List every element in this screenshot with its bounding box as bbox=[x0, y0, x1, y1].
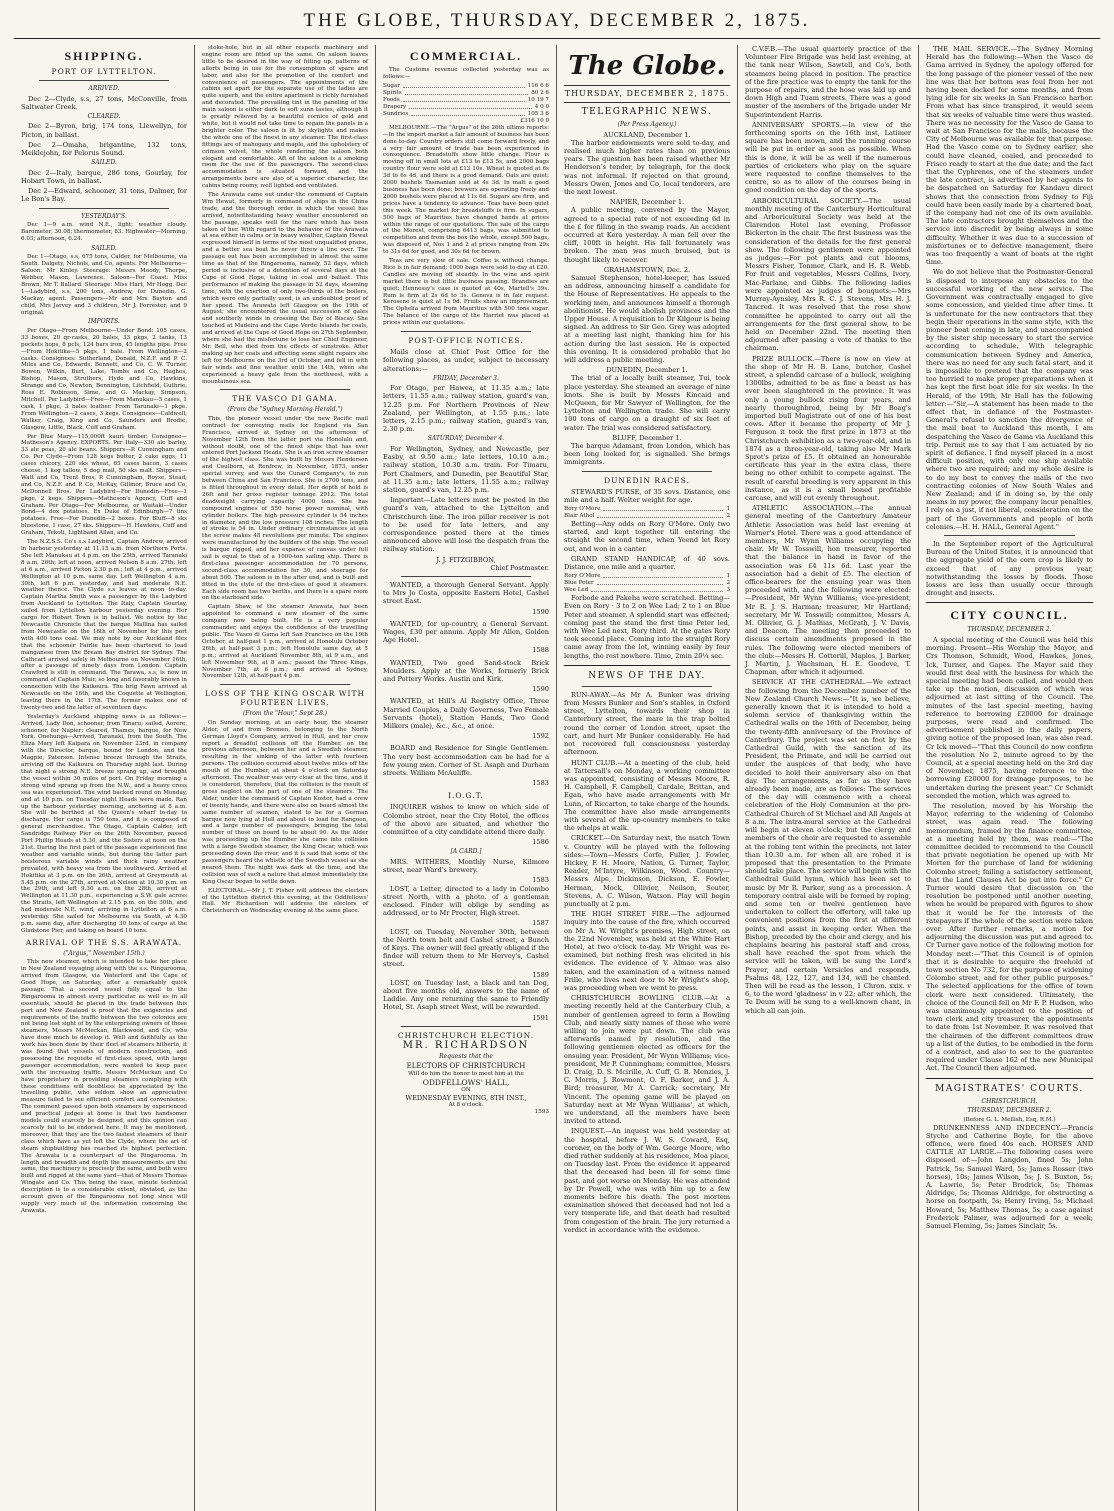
ad-text: WANTED, a thorough General Servant. Apply to Mrs Jo Costa, opposite Eastern Hotel, Cashel street East. bbox=[383, 580, 549, 606]
sailed-item: Dec 2—Italy, barque, 286 tons, Gourlay, for Hobart Town, in ballast. bbox=[21, 168, 187, 185]
race-result-row bbox=[564, 513, 730, 520]
column-1 bbox=[14, 45, 195, 1511]
divider bbox=[401, 1026, 531, 1027]
ad-number: 1587 bbox=[532, 919, 549, 928]
races-heading: DUNEDIN RACES. bbox=[604, 475, 690, 485]
customs-item: Spirits bbox=[383, 89, 402, 96]
race-position: 1 bbox=[726, 506, 730, 513]
oscar-source: (From the "Hour," Sept 28.) bbox=[242, 710, 328, 718]
council-text-2: The resolution, moved by his Worship the Mayor, referring to the widening of Colombo street, was again read. The following memorandum, framed by the finance committee, at a meeting held by them, was read:—"The committee decided to recommend to the Council that private negotiation be opened up with Mr Morten for the purchase of land for widening Colombo street; failing a satisfactory settlement, that the Land Clauses Act be put into force." Cr Turner would desire that discussion on the resolution be postponed until another meeting, when he would be prepared with figures to show that it would be for the interests of the ratepayers if the whole of the section were taken over. After further remarks, a motion for adjourning the discussion was put and agreed to. Cr Turner gave notice of the following motion for Monday next:—"That this Council is of opinion that it is desirable to acquire the freehold of town section No 732, for the purpose of widening Colombo street, and for other public purposes." The selected applications for the office of town clerk were next considered. Ultimately, the choice of the Council fell on Mr F. P. Hudson, who was unanimously appointed to the position of town clerk and city treasurer, the appointments to date from 1st November. It was resolved that the chairmen of the different committees draw up a list of the duties, to be embodied in the form of a contract, and also to see to the guarantee required under Clause 162 of the new Municipal Act. The Council then adjourned. bbox=[926, 801, 1093, 1073]
magistrates-text: DRUNKENNESS AND INDECENCY.—Francis Styche and Catherine Boyle, for the above offence, were fined 40s each. HORSES AND CATTLE AT LARGE.—The following cases were disposed of:—John Langdon, fined 5s; John Patrick, 5s; Samuel Ward, 5s; James Rosser (two horses), 10s; James Wilson, 5s; J. S. Buxton, 5s; A. Lawrie, 5s; Peter Brodrick, 5s; Thomas Aldridge, 5s; Thomas Aldridge, for obstructing a horse on footpath, 5s; Henry Irving, 5s; Michael Howard, 5s; Matthew Thomas, 5s; a case against Frederick Palmer, was adjourned for a week; Samuel Fleming, 5s; James Sinclair, 5s. bbox=[926, 1123, 1093, 1231]
customs-row bbox=[383, 90, 549, 97]
oscar-text: On Sunday morning, at an early hour, the steamer Alder, of and from Bremen, belonging to the North German Lloyd's Company, arrived in Hull, and her crew report a dreadful collision off the Humber, on the previous afternoon, between her and a Swedish steamer, resulting in the sinking of the latter with fourteen persons. The collision occurred about twelve miles off the mouth of the Humber, at about 4 o'clock on Saturday afternoon. The weather was very clear at the time, and it is considered, therefore, that the collision is the result of gross neglect on the part of one of the steamers. The Alder, under the command of Captain Koster, had a crew of twenty hands, and there were also on board almost the same number of seamen, stated to be for a German barque now lying at Hull and about to load for Rangoon, and a large number of passengers, bringing the total number of those on board to be about 90. As the Alder was proceeding up the Humber she came into collision with a large Swedish steamer, the King Oscar, which was proceeding down the river, and it is said that some of the passengers heard the whistle of the Swedish vessel as she neared them. The night was dark at the time, and the collision was of such a nature that almost immediately the King Oscar began to settle down. bbox=[202, 719, 368, 885]
race-position: 2 bbox=[726, 513, 730, 520]
iogt-heading: I.O.G.T. bbox=[448, 791, 484, 801]
customs-intro: The Customs revenue collected yesterday was as follows:— bbox=[383, 67, 549, 80]
postmaster-name: J. J. FITZGIBBON, bbox=[436, 555, 496, 564]
magistrates-sub: CHRISTCHURCH. bbox=[981, 1097, 1038, 1105]
election-heading: CHRISTCHURCH ELECTION. bbox=[397, 1030, 535, 1040]
shipping-heading: SHIPPING. bbox=[64, 49, 144, 63]
vasco-source: (From the "Sydney Morning Herald.") bbox=[227, 406, 343, 414]
election-on: ON bbox=[461, 1087, 471, 1094]
masthead bbox=[14, 10, 1100, 39]
news-item: RUN-AWAY.—As Mr A. Bunker was driving from Messrs Bunker and Son's stables, in Oxford street, Lyttelton, towards their shop in Canterbury street, the mare in the trap bolted round the corner of London street, upset the cart, and hurt Mr Bunker considerably. He had not recovered full consciousness yesterday afternoon. bbox=[564, 690, 730, 757]
customs-amount: 116 6 6 bbox=[527, 82, 549, 89]
ad-text: BOARD and Residence for Single Gentlemen. The very best accommodation can be had for a few young men. Corner of St. Asaph and Durham streets. William McAuliffe. bbox=[383, 744, 549, 778]
card-heading: [A CARD.] bbox=[450, 848, 482, 856]
divider bbox=[926, 1078, 1093, 1079]
customs-row bbox=[383, 104, 549, 111]
saturday-heading: SATURDAY, December 4. bbox=[427, 435, 505, 443]
mail-service-text: THE MAIL SERVICE.—The Sydney Morning Herald has the following:—When the Vasco de Gama arrived in Sydney, the apology offered for the long passage of the pioneer vessel of the new line was that her bottom was foul from her not having been docked for some months, and from lying idle for six weeks in San Francisco harbor. From what has since transpired, it would seem that six weeks of valuable time were thus wasted. There was no necessity for the Vasco de Gama to wait at San Francisco for the mails, because the City of Melbourne was available for that purpose. Had the Vasco come on to Sydney earlier, she could have cleaned, coaled, and proceeded to Frisco ready to start at the due date; and the fact that the Cyphrenes, one of the steamers under the late contract, is advertised by her agents to be despatched on Saturday for Kandavu direct shows that the connection from Sydney to Fiji could have been easily made by a chartered boat, if the company had not one of its own available. The late contractors brought themselves and the service into discredit by being always in some difficulty. Whether it was due to a succession of misfortunes or to defective management, there was too frequently a want of boats at the right time. bbox=[926, 45, 1093, 267]
dispatch-heading: DUNEDIN, December 1. bbox=[606, 366, 688, 375]
dispatch-text: Samuel Stephenson, hotel-keeper, has issued an address, announcing himself a candidate for the House of Representatives. He appeals to the working men, and announces himself a thorough abolitionist. He would abolish provinces and the Upper House. A requisition to Dr Kilgour is being signed. An address to Sir Geo. Grey was adopted at a meeting last night, thanking him for his action during the last session. He is expected this evening. It is considered probable that he will address a public meeting. bbox=[564, 273, 731, 364]
customs-item: Drapery bbox=[383, 103, 407, 110]
race-position: 2 bbox=[726, 580, 730, 587]
divider bbox=[582, 686, 712, 687]
friday-text: For Otago, per Hawea, at 11.35 a.m.; late letters, 11.55 a.m.; railway station, guard's van, 12.25 p.m. For Northern Provinces of New Zealand, per Wellington, at 1.55 p.m.; late letters, 2.15 p.m.; railway station, guard's van, 2.30 p.m. bbox=[383, 384, 549, 434]
classified-ad bbox=[383, 697, 549, 740]
dispatch-heading: NAPIER, December 1. bbox=[609, 198, 685, 207]
ad-number: 1593 bbox=[534, 1108, 549, 1115]
dispatch-text: The harbor endowments were sold to-day, and realised much higher rates than on previous years. The question has been raised whether Mr Henderson's tender, by telegraph, for the dock was not informal. If rejected on that ground, Messrs Owen, Jones and Co, local tenderers, are the next lowest. bbox=[564, 138, 730, 196]
news-item: ARBORICULTURAL SOCIETY.—The usual monthly meeting of the Canterbury Horticultural and Arboricultural Society was held at the Clarendon Hotel last evening, Professor Bickerton in the chair. The first business was the consideration of the details for the first general show. The following gentlemen were appointed as judges:—For pot plants and cut blooms, Messrs Fisher, Tonmer, Clark, and H. R. Webb. For fruit and vegetables, Messrs Collins, Ivory, Mac-Farlane, and Gibbs. The following ladies were appointed as judges of bouquets:—Mrs Murray-Aynsley, Mrs R. C. J. Stevens, Mrs H. J. Tancred. It was resolved that the rose show committee be appointed to carry out all the arrangements for the first general show, to be held on December 22nd. The meeting then adjourned after passing a vote of thanks to the chairman. bbox=[745, 196, 911, 353]
agriculture-text: In the September report of the Agricultural Bureau of the United States, it is announced that the aggregate yield of the corn crop is likely to exceed that of any previous year, notwithstanding the losses by floods. Those losses are less than usually occur through drought and insects. bbox=[926, 539, 1093, 598]
shipping-news-text-2: Yesterday's Auckland shipping news is as follows:—Arrived, Lady Don, schooner, from Tinaru; sailed, Aorere, schooner, for Napier; cleared, Thames, barque, for New York. Onehunga—Arrived, Taranaki, from the South. The Eliza Mary left Kaipara on November 23rd, in company with the Director, barque, bound for London, and the Magpie, Paterson. Intense breeze through the Straits, arriving off the Kaikoura on Thursday night last. During that night a strong N.E. breeze sprang up, and brought the vessel within 30 miles of port. On Friday morning a strong wind sprang up from the N.W., and a heavy cross sea was experienced. The wind backed round on Monday, and at 10 p.m. on Tuesday night Heads were made. Ran up the harbour yesterday morning, anchoring at 8 a.m. She will be berthed at the Queen's wharf to-day to discharge. Her cargo is 750 tons, and it is composed of general merchandise. The Otago, Captain Calder, left Sandridge Railway Pier on the 26th November, passed Port Phillip Heads at 5.30, and the Sisters at noon on the 21st. During the first part of the passage experienced fine weather and variable winds, but during the latter part boisterous variable winds and thick rainy weather prevailed, with heavy sea from the southward. Arrived at Hokitika at 3 p.m. on the 26th, arrived at Greymouth at 5.45 p.m. on the 27th, arrived at Nelson at 10.30 p.m. on the 29th, and left 9.30 a.m. on the 28th, arrived at Wellington at 11.30 p.m., experiencing a S.W. gale across the Straits, left Wellington at 2.15 p.m. on the 30th, and had moderate N.E. wind, arriving in Lyttelton at 6 a.m. yesterday. She sailed for Melbourne via South, at 4.30 p.m. same day, after discharging 30 tons of cargo at the Gladstone Pier, and taking on board 10 tons. bbox=[21, 713, 187, 934]
council-heading: CITY COUNCIL. bbox=[950, 608, 1069, 623]
election-candidate: MR. RICHARDSON bbox=[402, 1039, 530, 1051]
customs-amount: 4 0 0 bbox=[534, 103, 549, 110]
post-note: Important—Late letters must be posted in the guard's van, attached to the Lyttelton and Christchurch line. The iron pillar receiver is not to be used for late letters, and any correspondence posted there at the times announced above will lose the despatch from the railway station. bbox=[383, 496, 549, 554]
ad-text: WANTED, at Hill's Al Registry Office, Three Married Couples, a Daily Governess, Two Female Servants (hotel), Station Hands, Two Good Milkers (male), &c., &c., at once. bbox=[383, 697, 549, 731]
race-horse: Wee Led bbox=[564, 587, 589, 594]
customs-row bbox=[383, 111, 549, 118]
post-intro: Mails close at Chief Post Office for the following places, as under, subject to necessary alterations:— bbox=[383, 348, 549, 373]
election-requests: Requests that the bbox=[439, 1052, 493, 1060]
dispatch-text: A public meeting, convened by the Mayor, agreed to a special rate of not exceeding 6d in the £ for filling in the swamp roads. An accident occurred at Kera yesterday. A man fell over the cliff, 100ft in height. His fall fortunately was broken. The man was much bruised, but is thought likely to recover. bbox=[564, 206, 730, 264]
dispatch-heading: GRAHAMSTOWN, Dec. 2. bbox=[603, 265, 691, 274]
race-horse: Blair Athol bbox=[564, 513, 595, 520]
news-item: THE HIGH STREET FIRE.—The adjourned inquiry into the cause of the fire, which occurred on Mr A. W. Wright's premises, High street, on the 22nd November, was held at the White Hart Hotel, at two o'clock to-day. Mr Wright was re-examined, but nothing fresh was elicited in his evidence. The evidence of V. Almao was also taken, and the examination of a witness named Frille, who lives next door to Mr Wright's shop, was proceeding when we went to press. bbox=[564, 910, 730, 992]
ad-number: 1588 bbox=[532, 646, 549, 655]
news-item: C.V.F.B.—The usual quarterly practice of the Volunteer Fire Brigade was held last evening, at the tank near Wilson, Sawtell, and Co's, both steamers being placed in position. The practice of the fire practice was to empty the tank for the purpose of repairs, and the hose was laid up and down High and Tuam streets. There was a good muster of the members of the brigade under Mr Superintendent Harris. bbox=[745, 45, 911, 119]
race-horse: Blue Peter bbox=[564, 580, 594, 587]
race-position: 3 bbox=[726, 587, 730, 594]
election-hall: ODDFELLOWS' HALL, bbox=[422, 1078, 510, 1088]
ad-text: WANTED, for up-country, a General Servant. Wages, £30 per annum. Apply Mr Allen, Golden Age Hotel. bbox=[383, 619, 549, 645]
news-item: INQUEST.—An inquest was held yesterday at the hospital, before J. W. S. Coward, Esq, coroner, on the body of Wm. George Moore, who died rather suddenly at his residence, Moa place, on Tuesday last. From the evidence it appeared that the deceased had been ill for some time past, and got worse on Monday. He was attended by Dr Powell, who was with him up to a few moments before his death. The post mortem examination showed that deceased had not led a very temperate life, and that death had resulted from congestion of the brain. The jury returned a verdict in accordance with the evidence. bbox=[564, 1127, 730, 1234]
post-heading: POST-OFFICE NOTICES. bbox=[408, 336, 524, 346]
race-result-row bbox=[564, 506, 730, 513]
yesterday-text: Dec 1—9 a.m. wind N.E., light; weather cloudy. Barometer, 30.08; thermometer, 83. Highwater—Morning, 6.03; afternoon, 6.24. bbox=[21, 222, 187, 242]
race-result-row bbox=[564, 580, 730, 587]
ad-number: 1592 bbox=[532, 732, 549, 741]
customs-total-row bbox=[383, 118, 549, 125]
divider bbox=[564, 665, 730, 666]
divider bbox=[401, 331, 531, 332]
melbourne-text-2: Teas are very slow of sale. Coffee is without change. Rice is in fair demand; 1000 bags were sold to-day at £20. Candles are moving off steadily. In the wine and spirit market there is but little business passing. Brandies are quiet; Hennessy's case is quoted at 40s, Martell's 39s. Rum is firm at 2s 6d to 3s. Geneva is in fair request. Kerosene is quiet at 1s 9d. Fruits show an improvement. The Ophelia arrived from Mauritius with 500 tons sugar. The balance of the cargo of the Harriet was placed at prices within our quotations. bbox=[383, 258, 549, 327]
mail-service-text-2: We do not believe that the Postmaster-General is disposed to interpose any obstacles to the successful working of the new service. The Government was contractually engaged to give some concession, and yielded time after time. It is unfortunate for the new contractors that they begin their operations in the same style, with the pioneer boat coming in late, and unaccompanied by the sister ship necessary to start the service according to schedule. With telegraphic communication between Sydney and America, there was no need for any such fatal start, and it is impossible to pretend that the company was too hurried to make proper preparations when it has kept the first boat idle for six weeks. In the Herald, of the 19th, Mr Hall has the following letter:—"Sir,—A statement has been made to the effect that, in defiance of the Postmaster-General's refusal to sanction the divergence of the mail boat to Auckland this month, I am despatching the Vasco de Gama via Auckland this trip. Permit me to say that I am actuated by no spirit of defiance. I find myself placed in a most difficult position, with only one ship available where two are required; and my whole desire is to do my best to convey the mails of the two contracting colonies of New South Wales and New Zealand; and if in doing so, by the only means in my power, the company incur penalties, I rely on a just, if not liberal, consideration on the part of the Governments and people of both colonies.—H. H. HALL, General Agent." bbox=[926, 268, 1093, 531]
races-text-2: Forbode and Pakeha were scratched. Betting—Even on Rory · 3 to 2 on Wee Lad; 2 to 1 on Blue Peter and steamer. A splendid start was effected; coming past the stand the first time Peter led, with Wee Led next, Rory third. At the gates Rory took second place. Coming into the straight Rory came away from the lot, winning easily by four lengths, the rest nowhere. Time, 2min 20¼ sec. bbox=[564, 594, 730, 660]
arrival-heading: ARRIVAL OF THE S.S. ARAWATA. bbox=[25, 937, 183, 947]
customs-row bbox=[383, 83, 549, 90]
news-item: ATHLETIC ASSOCIATION.—The annual general meeting of the Canterbury Amateur Athletic Association was held last evening at Warner's Hotel. There was a good attendance of members, Mr Wynn Williams occupying the chair. Mr W. Tosswill, hon treasurer, reported that the balance in hand in favor of the association was £4 11s 6d. Last year the association had a debit of £5. The election of office-bearers for the ensuing year was then proceeded with, and the following were elected:—President, Mr Wynn Williams; vice-president, Mr R. J. S. Harman; treasurer, Mr Hartland; secretary, Mr W. Tosswill; committee, Messrs A. M. Ollivier, G. J. Mathias, McGrath, J. V. Davis, and Deacon. The meeting then proceeded to discuss certain amendments proposed in the rules. The following were elected members of the club:—Messrs H. Cotterill, Maples, J. Barker, J. Martin, J. Wachsman, H. E. Goodeve, T. Chapman, after which it adjourned. bbox=[745, 504, 911, 677]
imports-text: Per Otago—From Melbourne—Under Bond: 105 cases, 33 boxes, 20 qr-casks, 20 bales, 33 pkgs, 2 tanks, 13 pockets hops, 8 pcls, 124 bars iron, 45 lengths pipe. Free—From Hokitika—5 pkgs, 1 bale. From Wellington—2 casks. Consignees: Sutherland, Donald, N.Z.F. and P. C. Miles and Co, Edwards, Bennett, and Co, C. W. Turner, Bowen, Wilkin, Burt, Lake, Tombs and Co, Hughes, Bishop, Mason, Struthers, Hyde and Co, Hawkins, Strange and Co, Newton, Bennington, Litchfield, Guthrie, Ross E. Robinson, Sime, and G. Mackay, Simpson, Mitchell. Per Ladybird—Free—From Manukau—5 cases, 1 cask, 1 pkge, 3 bales leather. From Tarunaki—1 pkge. From Wellington—2 cases, 3 kegs. Consignees—Caldwell, Walker, Craig, King and Co, Saunders and Brodie, Glasgow, Little, Black, Cuff and Graham. bbox=[21, 327, 187, 431]
news-item: ANNIVERSARY SPORTS.—In view of the forthcoming sports on the 16th inst, Latimer square has been mown, and the running course will be put in order as soon as possible. When this is done, it will be as well if the numerous parties of cricketers who play on the square were requested to confine themselves to the centre, so as to allow of the courses being in good condition on the day of the sports. bbox=[745, 120, 911, 195]
sailed-heading: SAILED. bbox=[91, 159, 117, 167]
customs-row bbox=[383, 97, 549, 104]
ad-number: 1591 bbox=[532, 1013, 549, 1022]
election-time: At 8 o'clock. bbox=[448, 1102, 484, 1109]
divider bbox=[220, 389, 350, 390]
race-horse: Rory O'More bbox=[564, 506, 601, 513]
arrawata-text-2: The Arawata came out under the command of Captain Wm Hewat, formerly in command of ships in the China trade, and the thorough order in which the vessel has arrived, notwithstanding heavy weather encountered on the passage, speaks well for the care which has been taken of her. With regard to the behavior of the Arawata at sea either in calms or in heavy weather, Captain Hewat expressed himself in terms of the most unqualified praise, and a better sea boat he never threw a line over. The passage out has been accomplished in almost the same time as that of the Ringarooma, namely, 52 days, which period is inclusive of a detention of several days at the Cape of Good Hope, taking in coal and ballast. This performance of making the passage in 52 days, steaming time, with the exertion of only two-thirds of the boilers, which were only partially used, is an undoubted proof of her speed. The Arawata left Glasgow on the 19th of August; she encountered the usual succession of gales and southerly winds in crossing the Bay of Biscay. She touched at Madeira and the Cape Verde Islands for coals, and arrived at the Cape of Good Hope on 27th September, where she had the misfortune to lose her Chief Engineer, Mr. Bell, who died from the effects of sunstroke. After making up her coals and effecting some slight repairs she left for Melbourne on the 3rd of October, and fell in with fair winds and fine weather until the 14th, when she experienced a heavy gale from the northwest, with a mountainous sea. bbox=[202, 192, 368, 385]
dispatch-text: The trial of a locally built steamer, Tui, took place yesterday. She steamed an average of nine knots. She is built by Messrs Kincaid and McQueen, for Mr Sawyer of Wellington, for the Lyttelton and Wellington trade. She will carry 100 tons of cargo on a draught of six feet of water. The trial was considered satisfactory. bbox=[564, 374, 730, 432]
sailed2-heading: SAILED. bbox=[91, 244, 117, 252]
magistrates-heading: MAGISTRATES' COURTS. bbox=[935, 1083, 1084, 1094]
dispatch-heading: AUCKLAND, December 1. bbox=[603, 130, 691, 139]
shipping-news-text: The N.Z.S.S. Co's s.s Ladybird, Captain Andrew, arrived in harbour yesterday at 11.15 a.m. from Northern Ports. She left Manukau at 4 p.m. on the 25th, arrived Taranaki 8 a.m. 26th; left at noon, arrived Nelson 8 a.m. 27th; left at 6 a.m., arrived Picton 2.30 p.m.; left at 4 p.m., arrived Wellington at 10 p.m. same day. Left Wellington 4 a.m. 30th, left 6 p.m. yesterday, and had moderate N.E. weather thence. The Clyde s.s leaves at noon to-day. Captain Martha Smith was a passenger by the Ladybird from Auckland to Lyttelton. The Italy, Captain Gourlay, sailed from Lyttelton harbour yesterday evening. Her cargo for Hobart Town is in ballast. We notice by the Newcastle Chronicle that the barque Mallina has sailed from Newcastle on the 16th of November for this port with 400 tons coal. We may note by our Auckland files that the schooner Fairlie has been chartered to load manganese from the Bream Bay district for Sydney. The Cathcart arrived safely in Melbourne on November 16th, after a passage of ninety days from London. Captain Crawford is still in command. The Tarawa, s.s, is now in command of Captain Muir, so long and favorably known in connection with the Kaikoura. The brig Fawn arrived at Newcastle on the 16th, and the Coquette at Wellington, leaving there in the 17th. The former makes one of twenty-two and the latter of seventeen days. bbox=[21, 539, 187, 711]
customs-table bbox=[383, 83, 549, 125]
press-agency: (Per Press Agency.) bbox=[617, 121, 677, 128]
election-electors: ELECTORS OF CHRISTCHURCH bbox=[406, 1062, 526, 1071]
divider bbox=[926, 602, 1093, 603]
races-grand: GRAND STAND HANDICAP, of 40 sovs. Distance, one mile and a quarter. bbox=[564, 554, 730, 572]
sailed-item: Dec 2—Edward, schooner, 31 tons, Dalmer, for Le Bon's Bay. bbox=[21, 187, 187, 204]
magistrates-date: THURSDAY, DECEMBER 2. bbox=[967, 1107, 1052, 1115]
election-date: WEDNESDAY EVENING, 8TH INST., bbox=[405, 1094, 527, 1103]
cleared-heading: CLEARED. bbox=[87, 112, 121, 120]
dateline: THURSDAY, DECEMBER 2, 1875. bbox=[564, 85, 730, 103]
divider bbox=[401, 576, 531, 577]
iogt-text: INQUIRER wishes to know on which side of Colombo street, near the City Hotel, the offices of the above are situated, and whether the committee of a city candidate attend there daily. bbox=[383, 803, 549, 837]
masthead-title: THE GLOBE, THURSDAY, DECEMBER 2, 1875. bbox=[303, 10, 811, 31]
column-6 bbox=[919, 45, 1100, 1511]
news-item: CRICKET.—On Saturday next, the match Town v. Country will be played with the following sides:—Town—Messrs Corfe, Fuller, J. Fowler, Hickey, F. H. Moore, Nation, G. Turner, Taylor, Reader, M'Intyre, Wilkinson, Wood. Country—Messrs Alpe, Dickinson, Dickson, E. Fowler, Herman, Mock, Ollivier, Neilson, Souter, Stevens, A. C. Wilson, Watson. Play will begin punctually at 2 p.m. bbox=[564, 834, 730, 908]
ad-number: 1583 bbox=[532, 876, 549, 885]
dispatch-heading: BLUFF, December 1. bbox=[612, 433, 682, 442]
council-date: THURSDAY, DECEMBER 2. bbox=[967, 626, 1052, 634]
arrived-text: Dec 2—Clyde, s.s, 27 tons, McConville, from Saltwater Creek. bbox=[21, 94, 187, 111]
sailed2-text: Dec 1—Otago, s.s, 675 tons, Calder, for Melbourne, via South. Dalgety, Nichols, and Co, agents. For Melbourne—Saloon: Mr Kinley. Steerage: Messrs Moody, Thorpe, Webber, Mason, Lawrence. Saloon—For Coast: Miss Brown, Mr T. Ballard. Steerage: Miss Hart, Mr Hogg. Dec 1—Ladybird, s.s, 200 tons, Andrew, for Dunedin. G. Mackay, agent. Passengers—Mr and Mrs Bayton and child, Mrs Jarvey and 3 children, Mr J. Forrester, and 9 original. bbox=[21, 254, 187, 316]
yesterday-heading: YESTERDAY'S. bbox=[81, 212, 127, 220]
arrawata-text: stoke-hole, but in all other respects machinery and engine room are fitted up the same. On saloon leaves little to be desired in the way of fitting up, patterns of allorts being in use for the consumption of spare and labor, and also for the promotion of the comfort and convenience of passengers. The appointments of the cabins set apart for the separate use of the ladies are quite superb, and the entire apartment is richly furnished and decorated. The prevailing tint in the paneling of the main saloon is either dark to soft sunn tastes, although it is greatly relieved by a beautiful cornice of gold and white, but it would not take time to regain the panels in a brighter color. The saloon is lit by skylights and makes the whole one of the finest in any steamer. The first-class fittings are of mahogany and maple, and the upholstery of crimson velvet, the whole rendering the saloon both elegant and comfortable. Aft of the saloon is a smoking room for the use of the passengers. The second-class accommodation is situated forward, and the arrangements here are also of a superior character, the cabins being roomy, well lighted and ventilated. bbox=[202, 45, 368, 190]
divider bbox=[220, 684, 350, 685]
classified-ad bbox=[383, 581, 549, 616]
ad-number: 1590 bbox=[532, 685, 549, 694]
friday-heading: FRIDAY, December 3. bbox=[433, 374, 499, 382]
races-text: Betting—Any odds on Rory O'More. Only two started, and kept together till entering the straight the second time, when Yeend let Rory out, and won in a canter. bbox=[564, 520, 730, 553]
newspaper-logo: The Globe. bbox=[568, 51, 726, 81]
column-4 bbox=[557, 45, 738, 1511]
classified-ad bbox=[383, 744, 549, 787]
customs-total: £316 10 0 bbox=[520, 117, 549, 124]
dispatch-text: The barque Adamant, from London, which has been long looked for, is signalled. She brings immigrants. bbox=[564, 442, 730, 467]
customs-amount: 80 2 6 bbox=[531, 89, 549, 96]
card-text: MRS. WITHERS, Monthly Nurse, Kilmore street, near Ward's brewery. bbox=[383, 857, 549, 875]
arrival-source: ("Argus," November 15th.) bbox=[63, 949, 145, 957]
ad-number: 1589 bbox=[532, 970, 549, 979]
classified-ad bbox=[383, 620, 549, 655]
lost-ad: LOST, a Letter, directed to a lady in Colombo street North, with a photo. of a gentleman enclosed. Finder will oblige by sending as addressed, or to Mr Procter, High street. bbox=[383, 884, 549, 918]
council-text: A special meeting of the Council was held this morning. Present—His Worship the Mayor, and Crs Thomson, Schmidt, Wood, Hawkes, Jones, Ick, Turner, and Gapes. The Mayor said they would first deal with the business for which the special meeting had been called, and would then take up the motion, discussion of which was adjourned at last sitting of the Council. The minutes of the last special meeting, having reference to borrowing £20000 for drainage purposes, were read and confirmed. The advertisement published in the daily papers, giving notice of the proposed loan, was also read. Cr Ick moved—"That this Council do now confirm the resolution No 2, minute agreed to by the Council, at a special meeting held on the 3rd day of November, 1875, having reference to the borrowing £20000 for drainage purposes, to be undertaken during the present year." Cr Schmidt seconded the motion, which was agreed to. bbox=[926, 635, 1093, 800]
race-result-row bbox=[564, 587, 730, 594]
customs-item: Foods bbox=[383, 96, 400, 103]
saturday-text: For Wellington, Sydney, and Newcastle, per Easby, at 9.50 a.m.; late letters, 10.10 a.m.; railway station, 10.30 a.m. train. For Timaru, Port Chalmers, and Dunedin, per Beautiful Star, at 11.35 a.m.; late letters, 11.55 a.m.; railway station, guard's van, 12.25 p.m. bbox=[383, 444, 549, 494]
divider bbox=[39, 208, 169, 209]
imports-heading: IMPORTS. bbox=[88, 318, 120, 326]
customs-amount: 105 3 6 bbox=[527, 110, 549, 117]
port-heading: PORT OF LYTTELTON. bbox=[51, 67, 157, 76]
oscar-heading: LOSS OF THE KING OSCAR WITH FOURTEEN LIVES. bbox=[205, 689, 365, 708]
cleared-item: Dec 2—Byron, brig, 174 tons, Llewellyn, for Picton, in ballast. bbox=[21, 122, 187, 139]
news-item: PRIZE BULLOCK.—There is now on view at the shop of Mr H. B. Lane, butcher, Cashel street, a splendid carcase of a bullock, weighing 1300lbs, admitted to be as fine a beast as has ever been slaughtered in the province. It was only a young bullock rising four years, and nearly thoroughbred, being by Mr Boag's imported bull Magistrate out of one of his best cows. After it became the property of Mr J. Ferguson it took the first prize in 1873 at the Christchurch exhibition as a two-year-old, and in 1874 as a three-year-old, taking also Mr Mark Sprot's prize of £5. It obtained an honourable certificate this year in the extra class, there being no other exhibit to compete against. The result of careful breeding is very apparent in this instance, as it is a small boned profitable carcase, and will cut evenly throughout. bbox=[745, 354, 911, 502]
electoral-text: ELECTORAL.—Mr J. T. Fisher will address the electors of the Lyttelton district this evening, at the Oddfellows' Hall. Mr Richardson will address the electors of Christchurch on Wednesday evening at the same place. bbox=[202, 887, 368, 915]
divider bbox=[944, 535, 1075, 536]
lost-ad: LOST, on Tuesday, November 30th, between the North town belt and Cashel street, a Bunch of Keys. The owner will feel greatly obliged if the finder will return them to Mr Hervey's, Cashel street. bbox=[383, 927, 549, 969]
races-intro: STEWARD'S PURSE, of 35 sovs. Distance, one mile and a half. Welter weight for age. bbox=[564, 487, 730, 504]
columns bbox=[14, 45, 1100, 1511]
customs-item: Sundries bbox=[383, 110, 409, 117]
arrival-text: This new steamer, which is intended to take her place in New Zealand voyaging along with the s.s. Ringarooma, arrived from Glasgow, via Waterford and the Cape of Good Hope, on Saturday, after a remarkably quick passage. That a second vessel fully equal to the Ringarooma in almost every particular as well as in all essentials, should be placed in the trade between this port and New Zealand is proof that the exigencies and requirements of the traffic between the two colonies are not being lost sight of by the enterprising owners of those steamers, Messrs McMeckan, Blackwood, and Co, who have done much to develop it. Well and faithfully as the work has been done by their fleet of steamers hitherto, it was found that vessels of modern construction, and possessing the requisite of first-class speed, with large passenger accommodation, were wanted to keep pace with the increasing traffic. Messrs McMeckan and Co have proprietary in providing steamers complying with these conditions will doubtless be appreciated by the travelling public, who seldom show an appreciative measure failed to see efficient comfort and convenience. The comment passed upon both steamers by experienced and practical judges at home is that two handsomer models could scarcely be designed, and this opinion can scarcely fail to be endorsed here. It may be mentioned, moreover, that they are the two fastest steamers of their class which have as yet left the Clyde, where the art of steam shipbuilding has reached its highest perfection. The Arawata is a counterpart of the Ringarooma. In length and breadth and depth the measurements are the same, the machinery is precisely the same, and both were built and rigged at the same yard—that of Messrs Thomas Wingate and Co. This being the case, minute technical description is to a considerable extent, obviated, as the account given of the Ringarooma not long since will supply very much of the information concerning the Arawata. bbox=[21, 959, 187, 1214]
ad-number: 1586 bbox=[532, 838, 549, 847]
ad-number: 1583 bbox=[532, 779, 549, 788]
column-5 bbox=[738, 45, 919, 1511]
news-item: HUNT CLUB.—At a meeting of the club, held at Tattersall's on Monday, a working committee was appointed, consisting of Messrs Moore, R. H. Campbell, F. Campbell, Cardale, Brittan, and Egan, who have made arrangements with Mr Lunn, of Riccarton, to take charge of the hounds. The committee have also made arrangements with several of the up-country members to take the whelps at walk. bbox=[564, 758, 730, 833]
divider bbox=[39, 80, 169, 81]
postmaster-title: Chief Postmaster. bbox=[490, 563, 549, 572]
race-horse: Rory O'More bbox=[564, 573, 601, 580]
ad-text: WANTED, Two good Sand-stock Brick Moulders. Apply at the Works, formerly Brick and Pottery Works. Austin and Kirk. bbox=[383, 658, 549, 683]
news-item: CHRISTCHURCH BOWLING CLUB.—At a meeting recently held at the Canterbury Club, a number of gentlemen agreed to form a Bowling Club, and nearly sixty names of those who were willing to join were put down. The club was afterwards named by resolution, and the following gentlemen elected as officers for the ensuing year. President, Mr Wynn Williams; vice-president, Mr P. Cunningham; committee, Messrs D. Craig, D. S. Mcirille, A. Cuff, G. B. Menzies, J. C. Morris, J. Rowmont, O. F. Barker, and J. A. Bird; treasurer, Mr A. Carrick; secretary, Mr Vincent. The opening game will be played on Saturday next at Mr Wynn Williams', at which, we understand, all the members have been invited to attend. bbox=[564, 994, 730, 1126]
column-2 bbox=[195, 45, 376, 1511]
commercial-heading: COMMERCIAL. bbox=[409, 49, 523, 63]
imports-text-2: Per Blue Mary—115,000ft kauri timber. Consignee—Matheson's Agency. EXPORTS. Per Italy—330 ale barley, 33 ale peas, 20 ale beans. Shippers—P. Cunningham and Co. Per Clyde—From 128 kegs butter, 2 cake eggs, 11 cases chicory, 220 sks wheat, 65 cases bacon, 3 cases cheese, 1 keg tallow, 5 dog mail, 50 sks malt. Shippers—Watt and Co, Trent Bros, P. Cunningham, Royse, Stead, and Co, N.Z.F. and P. Co, McKay, Gillmor, Bruce and Co, McDonnell Bros. Per Ladybird—For Dunedin—Free—1 pkge, 2 kegs. Shippers—Matheson's Agency, Cuff and Graham. Per Otago—For Melbourne, or Waitaki—Under Bond—4 dox potatoes. Ex Duke of Edinburgh—7 tins potatoes. Free—For Dunedin—2 boxes. For Bluff—8 sks bluestone, 1 case, 27 sks. Shippers—H. Hawkins, Cuff and Graham, Tekoti, Lightband Allan, and Co. bbox=[21, 433, 187, 537]
column-3 bbox=[376, 45, 557, 1511]
melbourne-text: MELBOURNE.—The "Argus" of the 26th ultimo reports:—In the import market a fair amount of business has been done to-day. Country orders still come forward freely, and a very fair amount of trade has been experienced in consequence. Breadstuffs show little change. Flour is moving off in small lots at £13 to £13 5s, and 2000 bags country flour were sold at £13 10s. Wheat is quoted at 6s 3d to 6s 4d, and there is a good demand. Oats are quiet; 2000 bushels Tasmanian sold at 4s 3d. In malt a good business has been done; brewers are operating freely and 2000 bushels were placed at 11s 6d. Sugars are firm, and prices have a tendency to advance. Teas have been quiet this week. The market for breadstuffs is firm. In sugars, 500 bags of Mauritius have changed hands at prices within the range of our quotations. The sale of the cargo of the Morest, comprising 6413 bags, was submitted to competition and from the box the whole, except 500 bags, was disposed of, Nos 1 and 2 at prices ranging from 29s to 31s 6d for good, and 30s 6d for brown. bbox=[383, 124, 549, 256]
magistrates-before: (Before G. L. Mellish, Esq, R.M.) bbox=[963, 1116, 1056, 1123]
vasco-text-2: Captain Shaw, of the steamer Arawata, has been appointed to command a new steamer of the same company now being built. He is a very popular commander, and enjoys the confidence of the travelling public. The Vasco di Gama left San Francisco on the 19th October, at half-past 1 p.m., arrived at Honolulu October 26th, at half-past 3 p.m.; left Honolulu same day, at 5 p.m.; arrived at Auckland November 8th, at 9 a.m., and left November 9th, at 8 a.m.; passed the Three Kings, November 7th, at 6 p.m.; and arrived at Sydney, November 12th, at half-past 4 p.m. bbox=[202, 604, 368, 680]
telegraphic-heading: TELEGRAPHIC NEWS. bbox=[581, 107, 713, 117]
arrived-heading: ARRIVED. bbox=[88, 85, 120, 92]
news-item: SERVICE AT THE CATHEDRAL.—We extract the following from the December number of the New Zealand Church News:—"It is, we believe, generally known that it is intended to hold a solemn service of thanksgiving within the Cathedral walls on the 16th of December, being the twenty-fifth anniversary of the Province of Canterbury. The project was set on foot by the Cathedral Guild, with the sanction of its President, the Primate, and will be carried out under the auspices of that body, who have decided to hold their anniversary also on that day. The arrangements, as far as they have already been made, are as follows: The services of the day will commence with a choral celebration of the Holy Communion at the pro-Cathedral Church of St Michael and All Angels at 8 a.m. The intra-mural service at the Cathedral will begin at eleven o'clock; but the clergy and members of the choir are requested to assemble at the robing tent within the precincts, not later than 10.30 a.m. for when all are robed it is proposed that the presentation to the Primate should take place. The service will begin with the Cathedral Guild hymn, which has been set to music by Mr R. Parker, sung as a procession. A temporary central aisle will be formed by roping, and some ten or twelve gentlemen have undertaken to collect the offertory, will take up convenient positions from the first at different points, and assist in keeping order. When the Bishop, preceded by the choir and clergy, and his chaplains bearing his pastoral staff and cross, shall have reached the spot from which the service will be taken, will be sung the Lord's Prayer, and certain Versicles and responds, Psalms 48, 122, 127, and 134, will be chanted. Then will be read as the lesson, 1 Chron. xxix. v 6, to the word 'gladness' in v 22; after which, the Te Deum will be sung to a well-known chant, in which all can join. bbox=[745, 678, 911, 1015]
classified-ad bbox=[383, 659, 549, 694]
customs-item: Sugar bbox=[383, 82, 401, 89]
election-will: Will do him the honor to meet him at the bbox=[408, 1071, 524, 1078]
cleared-item: Dec 2—Omaha, brigantine, 132 tons, Meiklejohn, for Pelorus Sound. bbox=[21, 140, 187, 158]
news-of-day-heading: NEWS OF THE DAY. bbox=[588, 670, 706, 681]
vasco-heading: THE VASCO DI GAMA. bbox=[232, 394, 338, 404]
lost-ad: LOST, on Tuesday last, a black and tan Dog, about five months old, answers to the name of Laddie. Any one returning the same to Friendly Hotel, St. Asaph street West, will be rewarded. bbox=[383, 978, 549, 1012]
race-result-row bbox=[564, 573, 730, 580]
customs-amount: 10 19 7 bbox=[527, 96, 549, 103]
vasco-text: This, the pioneer vessel under the new Pacific mail contract for conveying mails for England via San Francisco, arrived at Sydney on the afternoon of November 12th from the latter port via Honolulu and, without doubt, one of the finest ships that has ever entered Port Jackson Heads. She is an iron screw steamer of the highest class. She was built by Messrs Henderson and Coulborn, at Renfrew, in November, 1873, under special survey, and was the Cunard Company's, to run between China and San Francisco. She is 2700 tons, and is fitted throughout in every detail. Her depth of hold is 26ft and her gross register tonnage 2912. The total deadweight carrying capacity 4000 tons. She has compound engines of 550 horse power nominal, with cylinder boilers. The high pressure cylinder is 54 inches in diameter, and the low pressure 108 inches. The length of stroke is 54 in. Under ordinary circumstances at sea the screw makes 48 revolutions per minute. The engines were manufactured by the builders of the ship. The vessel is barque rigged, and her expanse of canvas under full sail is equal to that of a 1000-ton sailing ship. There is first-class passenger accommodation for 70 persons, second-class accommodation for 30, and steerage for about 500. The saloon is in the after end, and is built and fitted in the style of the first-class of good it steamers. Each side room has two berths, and there is a spare room on the starboard side. bbox=[202, 415, 368, 602]
ad-number: 1590 bbox=[532, 607, 549, 616]
race-position: 1 bbox=[726, 573, 730, 580]
divider bbox=[582, 471, 712, 472]
